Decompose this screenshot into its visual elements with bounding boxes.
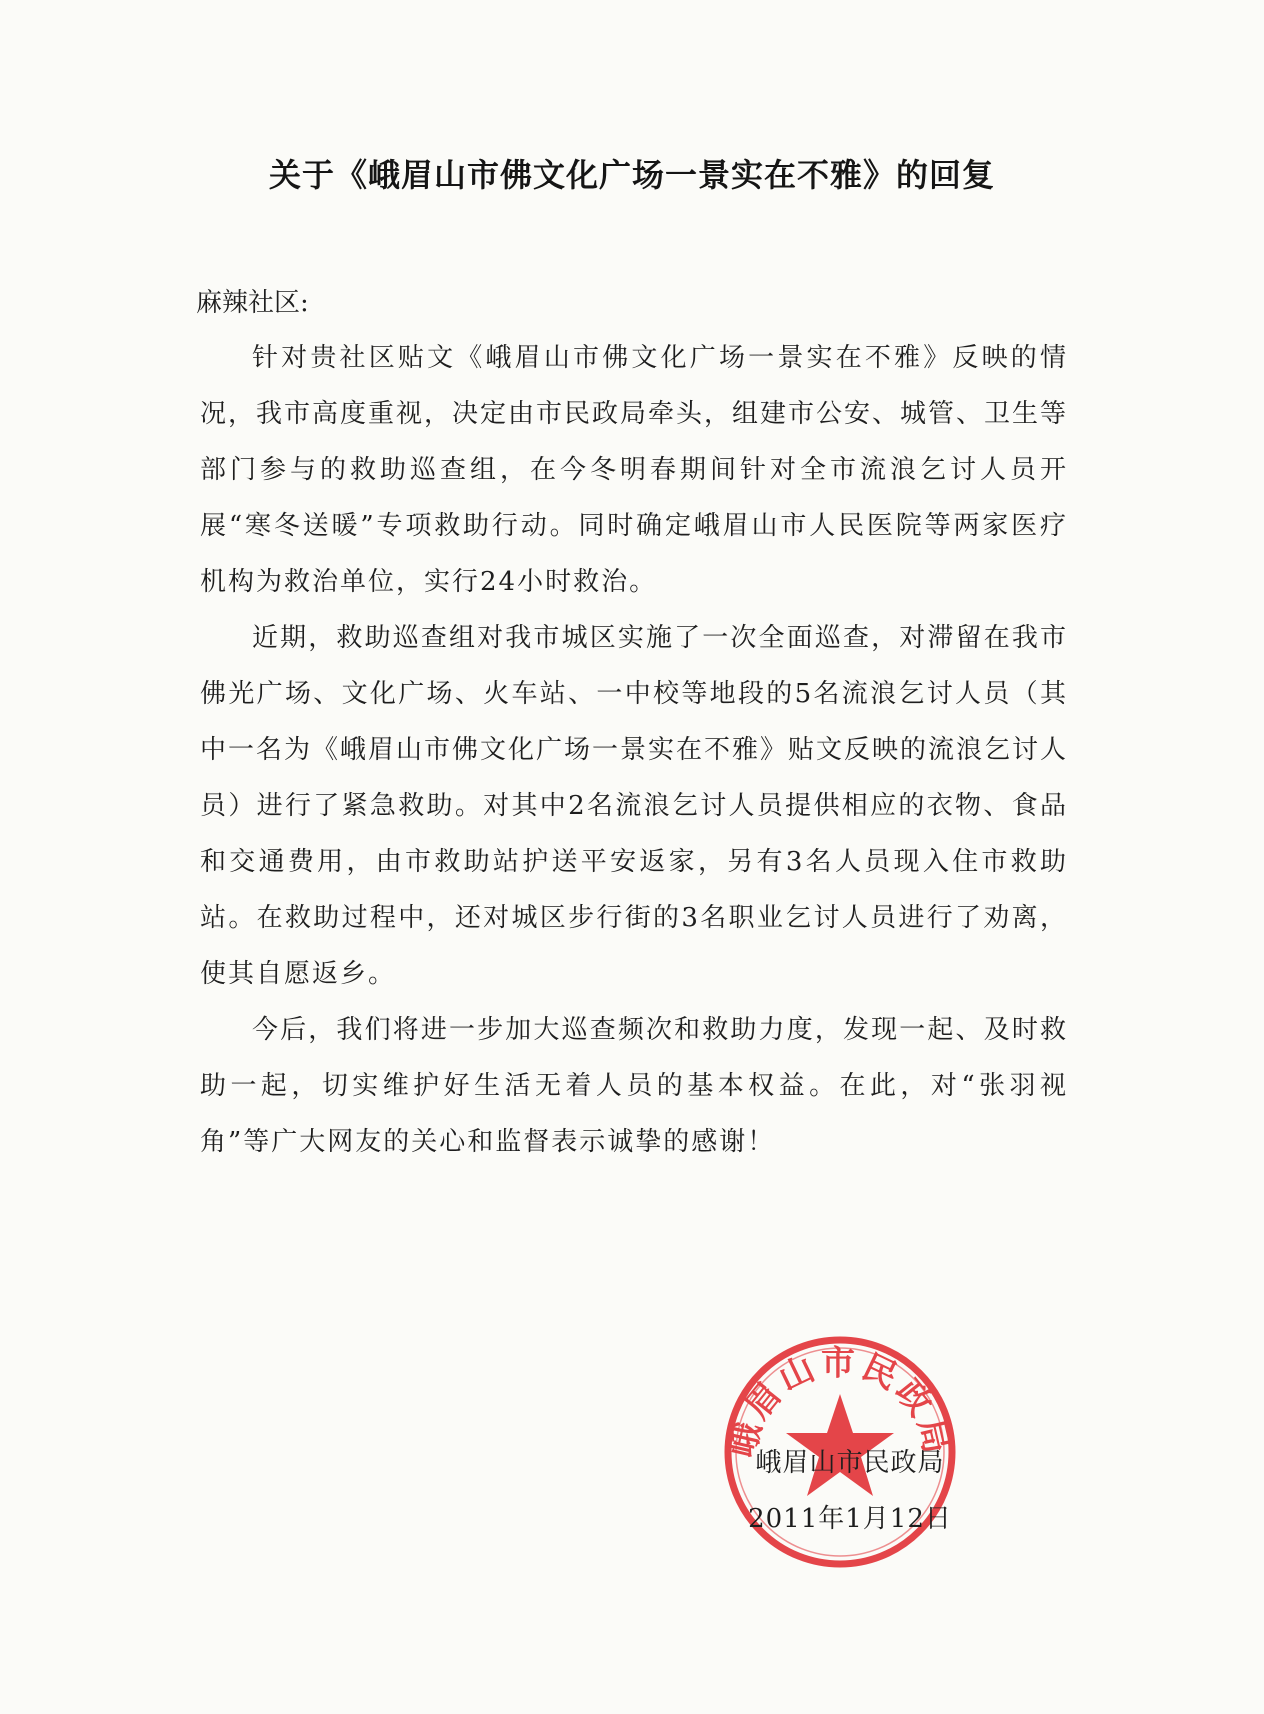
salutation: 麻辣社区: bbox=[196, 288, 309, 318]
paragraph-3: 今后，我们将进一步加大巡查频次和救助力度，发现一起、及时救助一起，切实维护好生活无着人员的基本权益。在此，对“张羽视角”等广大网友的关心和监督表示诚挚的感谢！ bbox=[200, 1015, 1068, 1157]
paragraph-2: 近期，救助巡查组对我市城区实施了一次全面巡查，对滞留在我市佛光广场、文化广场、火车站、一中校等地段的5名流浪乞讨人员（其中一名为《峨眉山市佛文化广场一景实在不雅》贴文反映的流浪乞讨人员）进行了紧急救助。对其中2名流浪乞讨人员提供相应的衣物、食品和交通费用，由市救助站护送平安返家，另有3名人员现入住市救助站。在救助过程中，还对城区步行街的3名职业乞讨人员进行了劝离，使其自愿返乡。 bbox=[200, 623, 1069, 989]
paragraph-1: 针对贵社区贴文《峨眉山市佛文化广场一景实在不雅》反映的情况，我市高度重视，决定由市民政局牵头，组建市公安、城管、卫生等部门参与的救助巡查组，在今冬明春期间针对全市流浪乞讨人员开展“寒冬送暖”专项救助行动。同时确定峨眉山市人民医院等两家医疗机构为救治单位，实行24小时救治。 bbox=[200, 343, 1069, 597]
signature: 峨眉山市民政局 bbox=[755, 1448, 945, 1478]
document-body bbox=[200, 330, 1068, 1170]
document-date: 2011年1月12日 bbox=[748, 1504, 952, 1534]
seal-text: 峨眉山市民政局 bbox=[722, 1343, 958, 1461]
document-title: 关于《峨眉山市佛文化广场一景实在不雅》的回复 bbox=[268, 156, 995, 194]
